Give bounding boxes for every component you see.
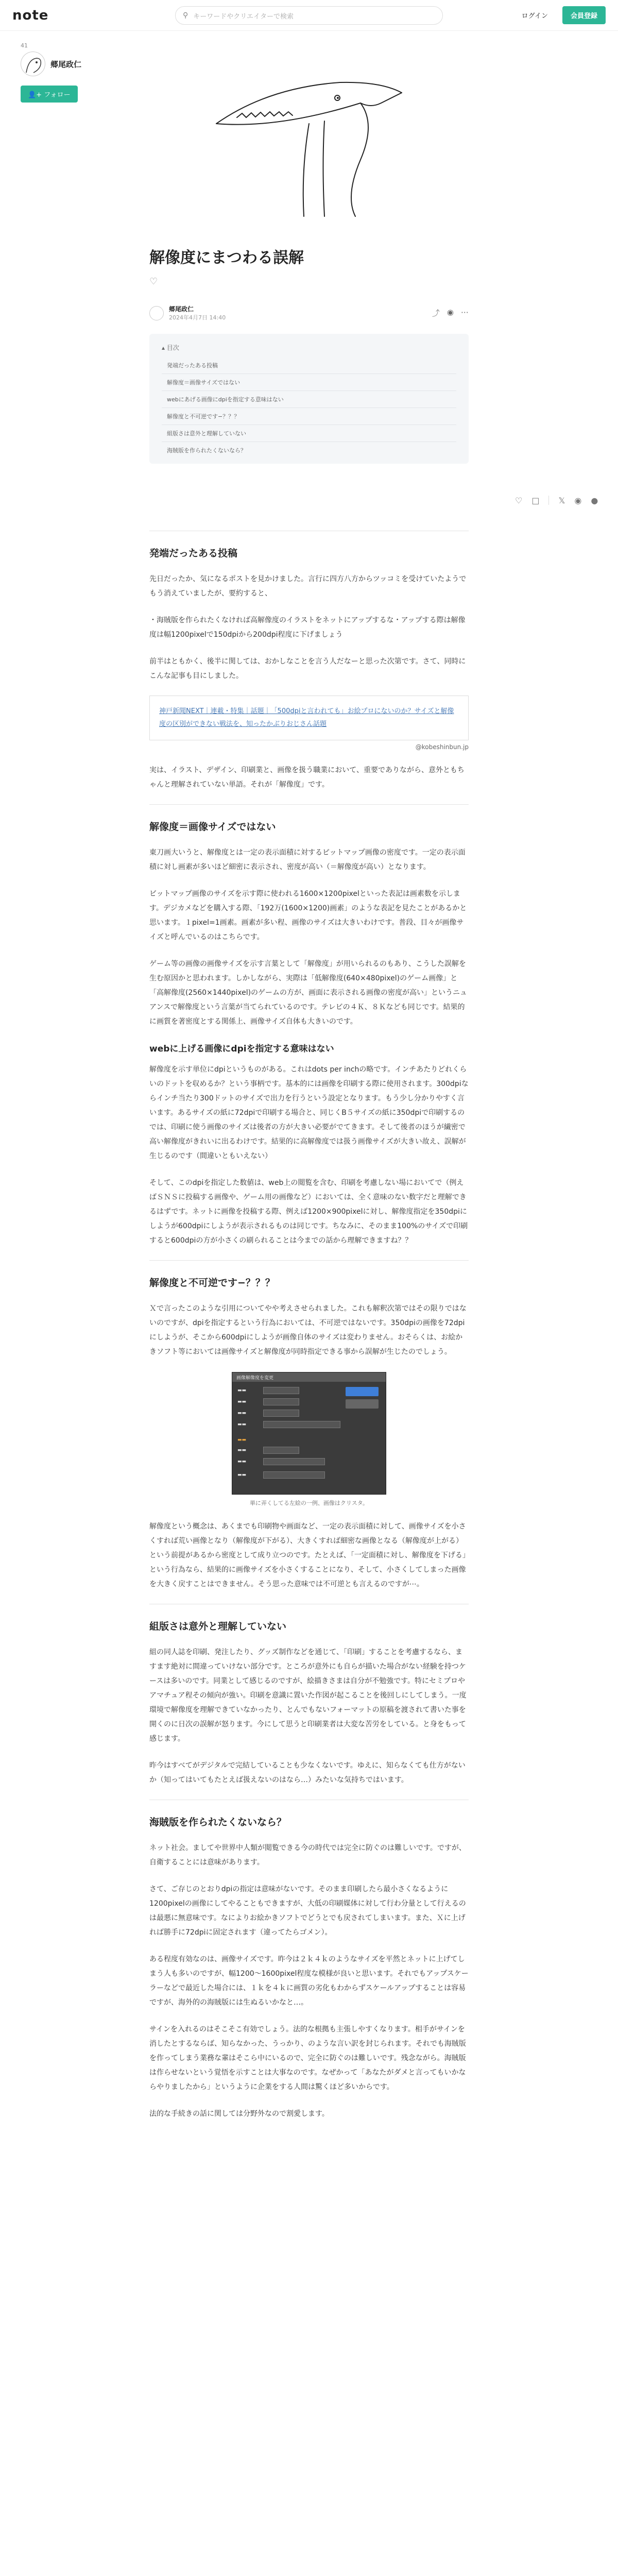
embedded-link-card[interactable] bbox=[149, 696, 469, 740]
toc-toggle-icon: ▴ bbox=[162, 344, 167, 351]
subsection-heading: webに上げる画像にdpiを指定する意味はない bbox=[149, 1044, 334, 1055]
dialog-row-label: ▬▬ bbox=[237, 1459, 247, 1465]
paragraph: そして、このdpiを指定した数値は、web上の閲覧を含む、印刷を考慮しない場においてで（例えばＳＮＳに投稿する画像や、ゲーム用の画像など）においては、全く意味のない数字だと理解できるはずです。ネットに画像を投稿する際、例えば1200×900pixelに対し、解像度指定を350dpiにしようが600dpiにしようが表示されるものは同じです。ちなみに、そのまま100%のサイズで印刷すると600dpiの方が小さくの刷られることは今までの話から理解できますね？？ bbox=[149, 1179, 468, 1245]
figure-caption: 単に弄くしてる左絵の一例、画像はクリスタ。 bbox=[249, 1500, 369, 1507]
dialog-row-label: ▬▬ bbox=[237, 1388, 247, 1394]
follow-label: フォロー bbox=[44, 91, 71, 99]
toc-item[interactable]: 海賊版を作られたくないなら？ bbox=[167, 447, 246, 454]
login-button[interactable]: ログイン bbox=[521, 12, 548, 20]
site-header bbox=[0, 0, 618, 31]
dialog-field bbox=[263, 1447, 299, 1454]
section-heading: 組版さは意外と理解していない bbox=[149, 1621, 287, 1633]
dialog-field bbox=[263, 1387, 299, 1394]
paragraph: 東刀画大いうと、解像度とは一定の表示面積に対するピットマップ画像の密度です。一定の表示面積に対し画素が多いほど細密に表示され、密度が高い（＝解像度が高い）となります。 bbox=[149, 849, 466, 872]
facebook-icon[interactable]: ◉ bbox=[447, 308, 454, 317]
follow-button[interactable] bbox=[21, 86, 78, 103]
note-logo[interactable]: note bbox=[12, 7, 49, 23]
dialog-field bbox=[263, 1471, 325, 1479]
paragraph: 組の同人誌を印刷、発注したり、グッズ制作などを通じて、「印刷」することを考慮するなら、ますます絶対に間違っていけない部分です。ところが意外にも自らが描いた場合がない経験を持つケースは多いのです。同業として感じるのですが、絵描きさまは自分が不勉強です。特にセミプロやアマチュア程その傾向が強い。印刷を意識に置いた作図が起こることを後回しにしてしまう。一度環境で解像度を理解できていなかったり、とんでもないフォーマットの原稿を渡されて書いた事を開くのに日次の誤解が怒ります。今にして思うと印刷業者は大変な苦労をしている。と身をもって感じます。 bbox=[149, 1648, 467, 1743]
search-placeholder: キーワードやクリエイターで検索 bbox=[193, 12, 294, 21]
paragraph: さて、ご存じのとおりdpiの指定は意味がないです。そのまま印刷したら最小さくなるように1200pixelの画像にしてやることもできますが、大低の印刷媒体に対して行わ分量として行えるのは最悪に無意味です。なによりお絵かきソフトでどうとでも戻されてしまいます。また、Ｘに上げれば勝手に72dpiに固定されます（違ってたらゴメン）。 bbox=[149, 1885, 466, 1937]
paragraph: ある程度有効なのは、画像サイズです。昨今は２ｋ４ｋのようなサイズを平然とネットに上げてしまう人も多いのですが、幅1200〜1600pixel程度な模様が良いと思います。それでもアップスケーラーなどで最近した場合には、１ｋを４ｋに画質の劣化もわからずスケールアップすることは容易ですが、海外的の海賊版には生ぬるいかなと…。 bbox=[149, 1955, 469, 2007]
paragraph: ネット社会。ましてや世界中人類が閲覧できる今の時代では完全に防ぐのは難しいです。ですが、自衛することには意味があります。 bbox=[149, 1844, 466, 1867]
line-share-icon[interactable]: ● bbox=[591, 496, 598, 505]
figure bbox=[149, 1371, 469, 1507]
paragraph: ビットマップ画像のサイズを示す際に使われる1600×1200pixelといった表記は画素数を示します。デジカメなどを購入する際、「192万(1600×1200)画素」のような表記を見たことがあるかと思います。１pixel=1画素。画素が多い程、画像のサイズは大きいわけです。普段、目々が画像サイズと呼んでいるのはこちらです。 bbox=[149, 890, 467, 942]
paragraph: 昨今はすべてがデジタルで完結していることも少なくないです。ゆえに、知らなくても仕方がないか（知ってはいてもたとえば扱えないのはなら…）みたいな気持ちではいます。 bbox=[149, 1761, 466, 1785]
dialog-cancel-button bbox=[346, 1399, 379, 1409]
paragraph: 先日だったか、気になるポストを見かけました。言行に四方八方からツッコミを受けていたようでもう消えていましたが、要約すると、 bbox=[149, 575, 467, 598]
embedded-link[interactable]: 神戸新聞NEXT｜連載・特集｜話題｜「500dpiと言われても」お絵プロにないのか？サイズと解像度の区別ができない戦法を、知ったかぶりおじさん話題 bbox=[159, 707, 454, 728]
publish-date: 2024年4月7日 14:40 bbox=[169, 314, 226, 321]
creator-card bbox=[21, 52, 134, 103]
toc-item[interactable]: 解像度と不可逆です−？？？ bbox=[162, 408, 456, 425]
toc-item[interactable]: 発端だったある投稿 bbox=[162, 357, 456, 374]
follow-icon: 👤+ bbox=[28, 91, 44, 99]
toc-item[interactable]: 組版さは意外と理解していない bbox=[162, 425, 456, 442]
paragraph: サインを入れるのはそこそこ有効でしょう。法的な根拠も主張しやすくなります。相手がサインを消したとするならば、知らなかった、うっかり、のような言い訳を封じられます。それでも海賊版を作ってしまう業務な輩はそこら中にいるので、完全に防ぐのは難しいです。残念ながら。海賊版は作らせないという覚悟を示すことは大事なのです。なぜかって「あなたがダメと言ってもいかならやりましたから」というように企業をする人間は驚くほど多いからです。 bbox=[149, 2025, 466, 2092]
dialog-field bbox=[263, 1458, 325, 1465]
dialog-row-label: ▬▬ bbox=[237, 1399, 247, 1405]
dialog-row-label: ▬▬ bbox=[237, 1437, 247, 1443]
dialog-field bbox=[263, 1421, 340, 1428]
toc-label: 目次 bbox=[166, 344, 179, 351]
section-divider bbox=[149, 1260, 469, 1261]
paragraph: ・海賊版を作られたくなければ高解像度のイラストをネットにアップするな・アップする際は解像度は幅1200pixelで150dpiから200dpi程度に下げましょう bbox=[149, 616, 466, 639]
dialog-row-label: ▬▬ bbox=[237, 1472, 247, 1478]
creator-avatar[interactable] bbox=[21, 52, 45, 76]
like-icon[interactable]: ♡ bbox=[515, 496, 523, 505]
signup-button[interactable]: 会員登録 bbox=[562, 6, 606, 24]
heart-icon: ♡ bbox=[149, 276, 158, 287]
comment-icon[interactable]: □ bbox=[531, 496, 540, 505]
paragraph: Ｘで言ったこのような引用についてやや考えさせられました。これも解釈次第ではその限りではないのですが、dpiを指定するという行為においては、不可逆ではないです。350dpiの画像を72dpiにしようが、そこから600dpiにしようが画像自体のサイズは変わりません。おそらくは、お絵かきソフト等においては画像サイズと解像度が同時指定できる事から誤解が生じたのでしょう。 bbox=[149, 1304, 467, 1357]
more-icon[interactable]: ⋯ bbox=[461, 308, 469, 317]
search-input[interactable] bbox=[175, 6, 443, 25]
section-heading: 海賊版を作られたくないなら？ bbox=[149, 1817, 287, 1828]
paragraph: 解像度を示す単位にdpiというものがある。これはdots per inchの略です。インチあたりどれくらいのドットを収めるか？という事柄です。基本的には画像を印刷する際に使用されます。300dpiならインチ当たり300ドットのサイズで出力を行うという設定となります。もう少し分かりやすく言います。あるサイズの紙に72dpiで印刷する場合と、同じくB５サイズの紙に350dpiで印刷するのでは、印刷に使う画像のサイズは後者の方が大きい必要がでてきます。そして後者のほうが繊密で高い解像度がきれいに出るわけです。結果的に高解像度では扱う画像サイズが大きい故え、誤解が生じるのです（間違いともいえない） bbox=[149, 1065, 469, 1161]
dialog-field bbox=[263, 1410, 299, 1417]
like-button[interactable] bbox=[149, 276, 469, 287]
side-share-bar bbox=[515, 496, 598, 505]
section-heading: 解像度＝画像サイズではない bbox=[149, 821, 276, 833]
paragraph: 解像度という概念は、あくまでも印刷物や画面など、一定の表示面積に対して、画像サイズを小さくすれば荒い画像となり（解像度が下がる）、大きくすれば細密な画像となる（解像度が上がる）という前提があるから密度として成り立つのです。たとえば、「一定面積に対し、解像度を下げる」という行為なら、結果的に画像サイズを小さくすることになり、そして、小さくしてしまった画像を大きく戻すことはできません。そう思った意味では不可逆とも言えるのですが⋯。 bbox=[149, 1522, 466, 1589]
section-heading: 発端だったある投稿 bbox=[149, 548, 238, 559]
paragraph: 前半はともかく、後半に関しては、おかしなことを言う人だなーと思った次第です。さて、同時にこんな記事も目にしました。 bbox=[149, 657, 466, 680]
article-body bbox=[149, 247, 469, 2133]
paragraph: 実は、イラスト、デザイン、印刷業と、画像を扱う職業において、重要でありながら、意外ともちゃんと理解されていない単語。それが「解像度」です。 bbox=[149, 766, 465, 789]
paragraph: ゲーム等の画像の画像サイズを示す言葉として「解像度」が用いられるのもあり、こうした誤解を生む原因かと思われます。しかしながら、実際は「低解像度(640×480pixel)のゲーム画像」と「高解像度(2560×1440pixel)のゲームの方が、画面に表示される画像の密度が高い」というニュアンスで解像度という言葉が当てられているのです。テレビの４Ｋ、８Ｋなども同じです。結果的に画質を著密度とする関係上、画像サイズ自体も大きいのです。 bbox=[149, 960, 468, 1026]
share-link-icon[interactable]: ⤴ bbox=[432, 309, 440, 318]
resolution-dialog-screenshot bbox=[232, 1372, 386, 1495]
dialog-row-label: ▬▬ bbox=[237, 1422, 247, 1428]
article-title: 解像度にまつわる誤解 bbox=[149, 249, 304, 267]
share-divider bbox=[548, 496, 549, 505]
dialog-ok-button bbox=[346, 1387, 379, 1396]
table-of-contents bbox=[149, 334, 469, 464]
toc-item[interactable]: webにあげる画像にdpiを指定する意味はない bbox=[162, 391, 456, 408]
dialog-row-label: ▬▬ bbox=[237, 1411, 247, 1416]
author-name[interactable]: 郷尾政仁 bbox=[169, 306, 194, 313]
magazine-label: 41 bbox=[21, 42, 28, 49]
embed-source: @kobeshinbun.jp bbox=[415, 743, 469, 751]
eyecatch-illustration bbox=[206, 67, 412, 222]
section-divider bbox=[149, 804, 469, 805]
dialog-title: 画像解像度を変更 bbox=[232, 1372, 386, 1382]
author-row bbox=[149, 304, 469, 321]
creator-name[interactable]: 郷尾政仁 bbox=[50, 59, 82, 69]
facebook-share-icon[interactable]: ◉ bbox=[574, 496, 582, 505]
x-share-icon[interactable]: 𝕏 bbox=[558, 496, 565, 505]
section-heading: 解像度と不可逆です−？？？ bbox=[149, 1277, 275, 1289]
paragraph: 法的な手続きの話に関しては分野外なので割愛します。 bbox=[149, 2110, 329, 2119]
dialog-row-label: ▬▬ bbox=[237, 1448, 247, 1453]
author-avatar[interactable] bbox=[149, 306, 164, 320]
search-icon: ⚲ bbox=[183, 11, 188, 20]
toc-header[interactable] bbox=[162, 343, 456, 352]
dialog-field bbox=[263, 1398, 299, 1405]
toc-item[interactable]: 解像度＝画像サイズではない bbox=[162, 374, 456, 391]
